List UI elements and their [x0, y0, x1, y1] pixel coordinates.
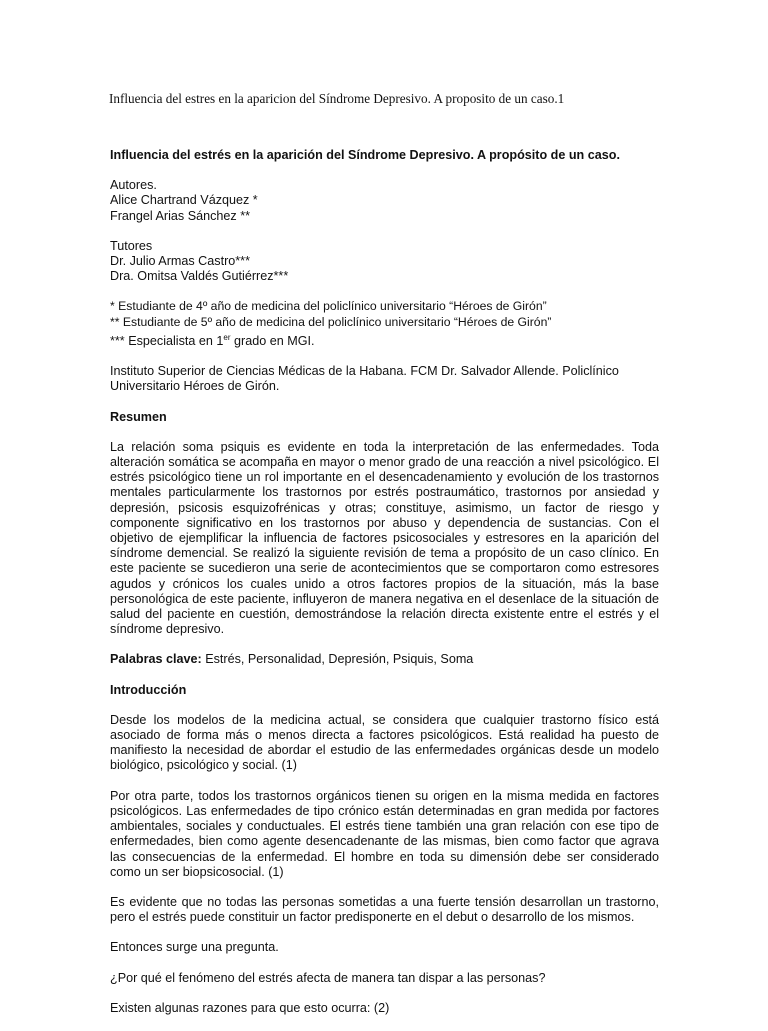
- introduccion-paragraph: Existen algunas razones para que esto ocurra: (2): [110, 1000, 390, 1015]
- keywords-line: [110, 652, 659, 667]
- footnote-2: ** Estudiante de 5º año de medicina del policlínico universitario “Héroes de Girón”: [110, 314, 552, 329]
- introduccion-paragraph: Es evidente que no todas las personas sometidas a una fuerte tensión desarrollan un trastorno, pero el estrés puede constituir un factor predisponerte en el debut o desarrollo de los mismos.: [110, 894, 659, 925]
- footnote-3: [110, 330, 659, 349]
- tutor-name: Dra. Omitsa Valdés Gutiérrez***: [110, 269, 289, 284]
- keywords-values: Estrés, Personalidad, Depresión, Psiquis, Soma: [201, 652, 474, 667]
- introduccion-paragraph: Entonces surge una pregunta.: [110, 940, 279, 955]
- resumen-body: La relación soma psiquis es evidente en toda la interpretación de las enfermedades. Toda alteración somática se acompaña en mayor o menor grado de una reacción a nivel psicológico. El estrés psicológico tiene un rol importante en el desencadenamiento y evolución de los trastornos mentales particularmente los trastornos por estrés postraumático, trastornos por ansiedad y depresión, psicosis esquizofrénicas y otras; constituye, asimismo, un factor de riesgo y componente significativo en los trastornos por abuso y dependencia de sustancias. Con el objetivo de ejemplificar la influencia de factores psicosociales y estresores en la aparición del síndrome demencial. Se realizó la siguiente revisión de tema a propósito de un caso clínico. En este paciente se sucedieron una serie de acontecimientos que se comportaron como estresores agudos y crónicos los cuales unido a otros factores propios de la situación, más la base personológica de este paciente, influyeron de manera negativa en el desenlace de la situación de salud del paciente en cuestión, demostrándose la relación directa existente entre el estrés y el síndrome depresivo.: [110, 439, 659, 637]
- running-header: Influencia del estres en la aparicion del Síndrome Depresivo. A proposito de un caso.1: [109, 91, 565, 106]
- introduccion-paragraph: Por otra parte, todos los trastornos orgánicos tienen su origen en la misma medida en factores psicológicos. Las enfermedades de tipo crónico están determinadas en gran medida por factores ambientales, sociales y conductuales. El estrés tiene también una gran relación con ese tipo de enfermedades, bien como agente desencadenante de las mismas, bien como factor que agrava las consecuencias de la enfermedad. El hombre en toda su dimensión debe ser considerado como un ser biopsicosocial. (1): [110, 788, 659, 879]
- tutors-heading: Tutores: [110, 238, 153, 253]
- notes-block: [110, 299, 659, 349]
- footnote-3-superscript: er: [223, 332, 231, 342]
- authors-heading: Autores.: [110, 178, 157, 193]
- introduccion-question: ¿Por qué el fenómeno del estrés afecta de manera tan dispar a las personas?: [110, 970, 546, 985]
- institution: Instituto Superior de Ciencias Médicas de la Habana. FCM Dr. Salvador Allende. Policlínico Universitario Héroes de Girón.: [110, 364, 619, 394]
- authors-block: [110, 178, 659, 224]
- footnote-3-text: *** Especialista en 1: [110, 334, 224, 349]
- introduccion-heading: Introducción: [110, 682, 187, 697]
- author-name: Frangel Arias Sánchez **: [110, 208, 251, 223]
- document-title: Influencia del estrés en la aparición del Síndrome Depresivo. A propósito de un caso.: [110, 148, 620, 162]
- tutors-block: [110, 239, 659, 285]
- resumen-heading: Resumen: [110, 409, 167, 424]
- document-body: [110, 148, 659, 1031]
- footnote-1: * Estudiante de 4º año de medicina del policlínico universitario “Héroes de Girón”: [110, 299, 547, 314]
- introduccion-paragraph: Desde los modelos de la medicina actual, se considera que cualquier trastorno físico está asociado de forma más o menos directa a factores psicológicos. Está realidad ha puesto de manifiesto la necesidad de abordar el estudio de las enfermedades orgánicas desde un modelo biológico, psicológico y social. (1): [110, 712, 659, 773]
- footnote-3-rest: grado en MGI.: [230, 334, 315, 349]
- keywords-label: Palabras clave:: [110, 652, 202, 667]
- tutor-name: Dr. Julio Armas Castro***: [110, 254, 250, 269]
- author-name: Alice Chartrand Vázquez *: [110, 193, 258, 208]
